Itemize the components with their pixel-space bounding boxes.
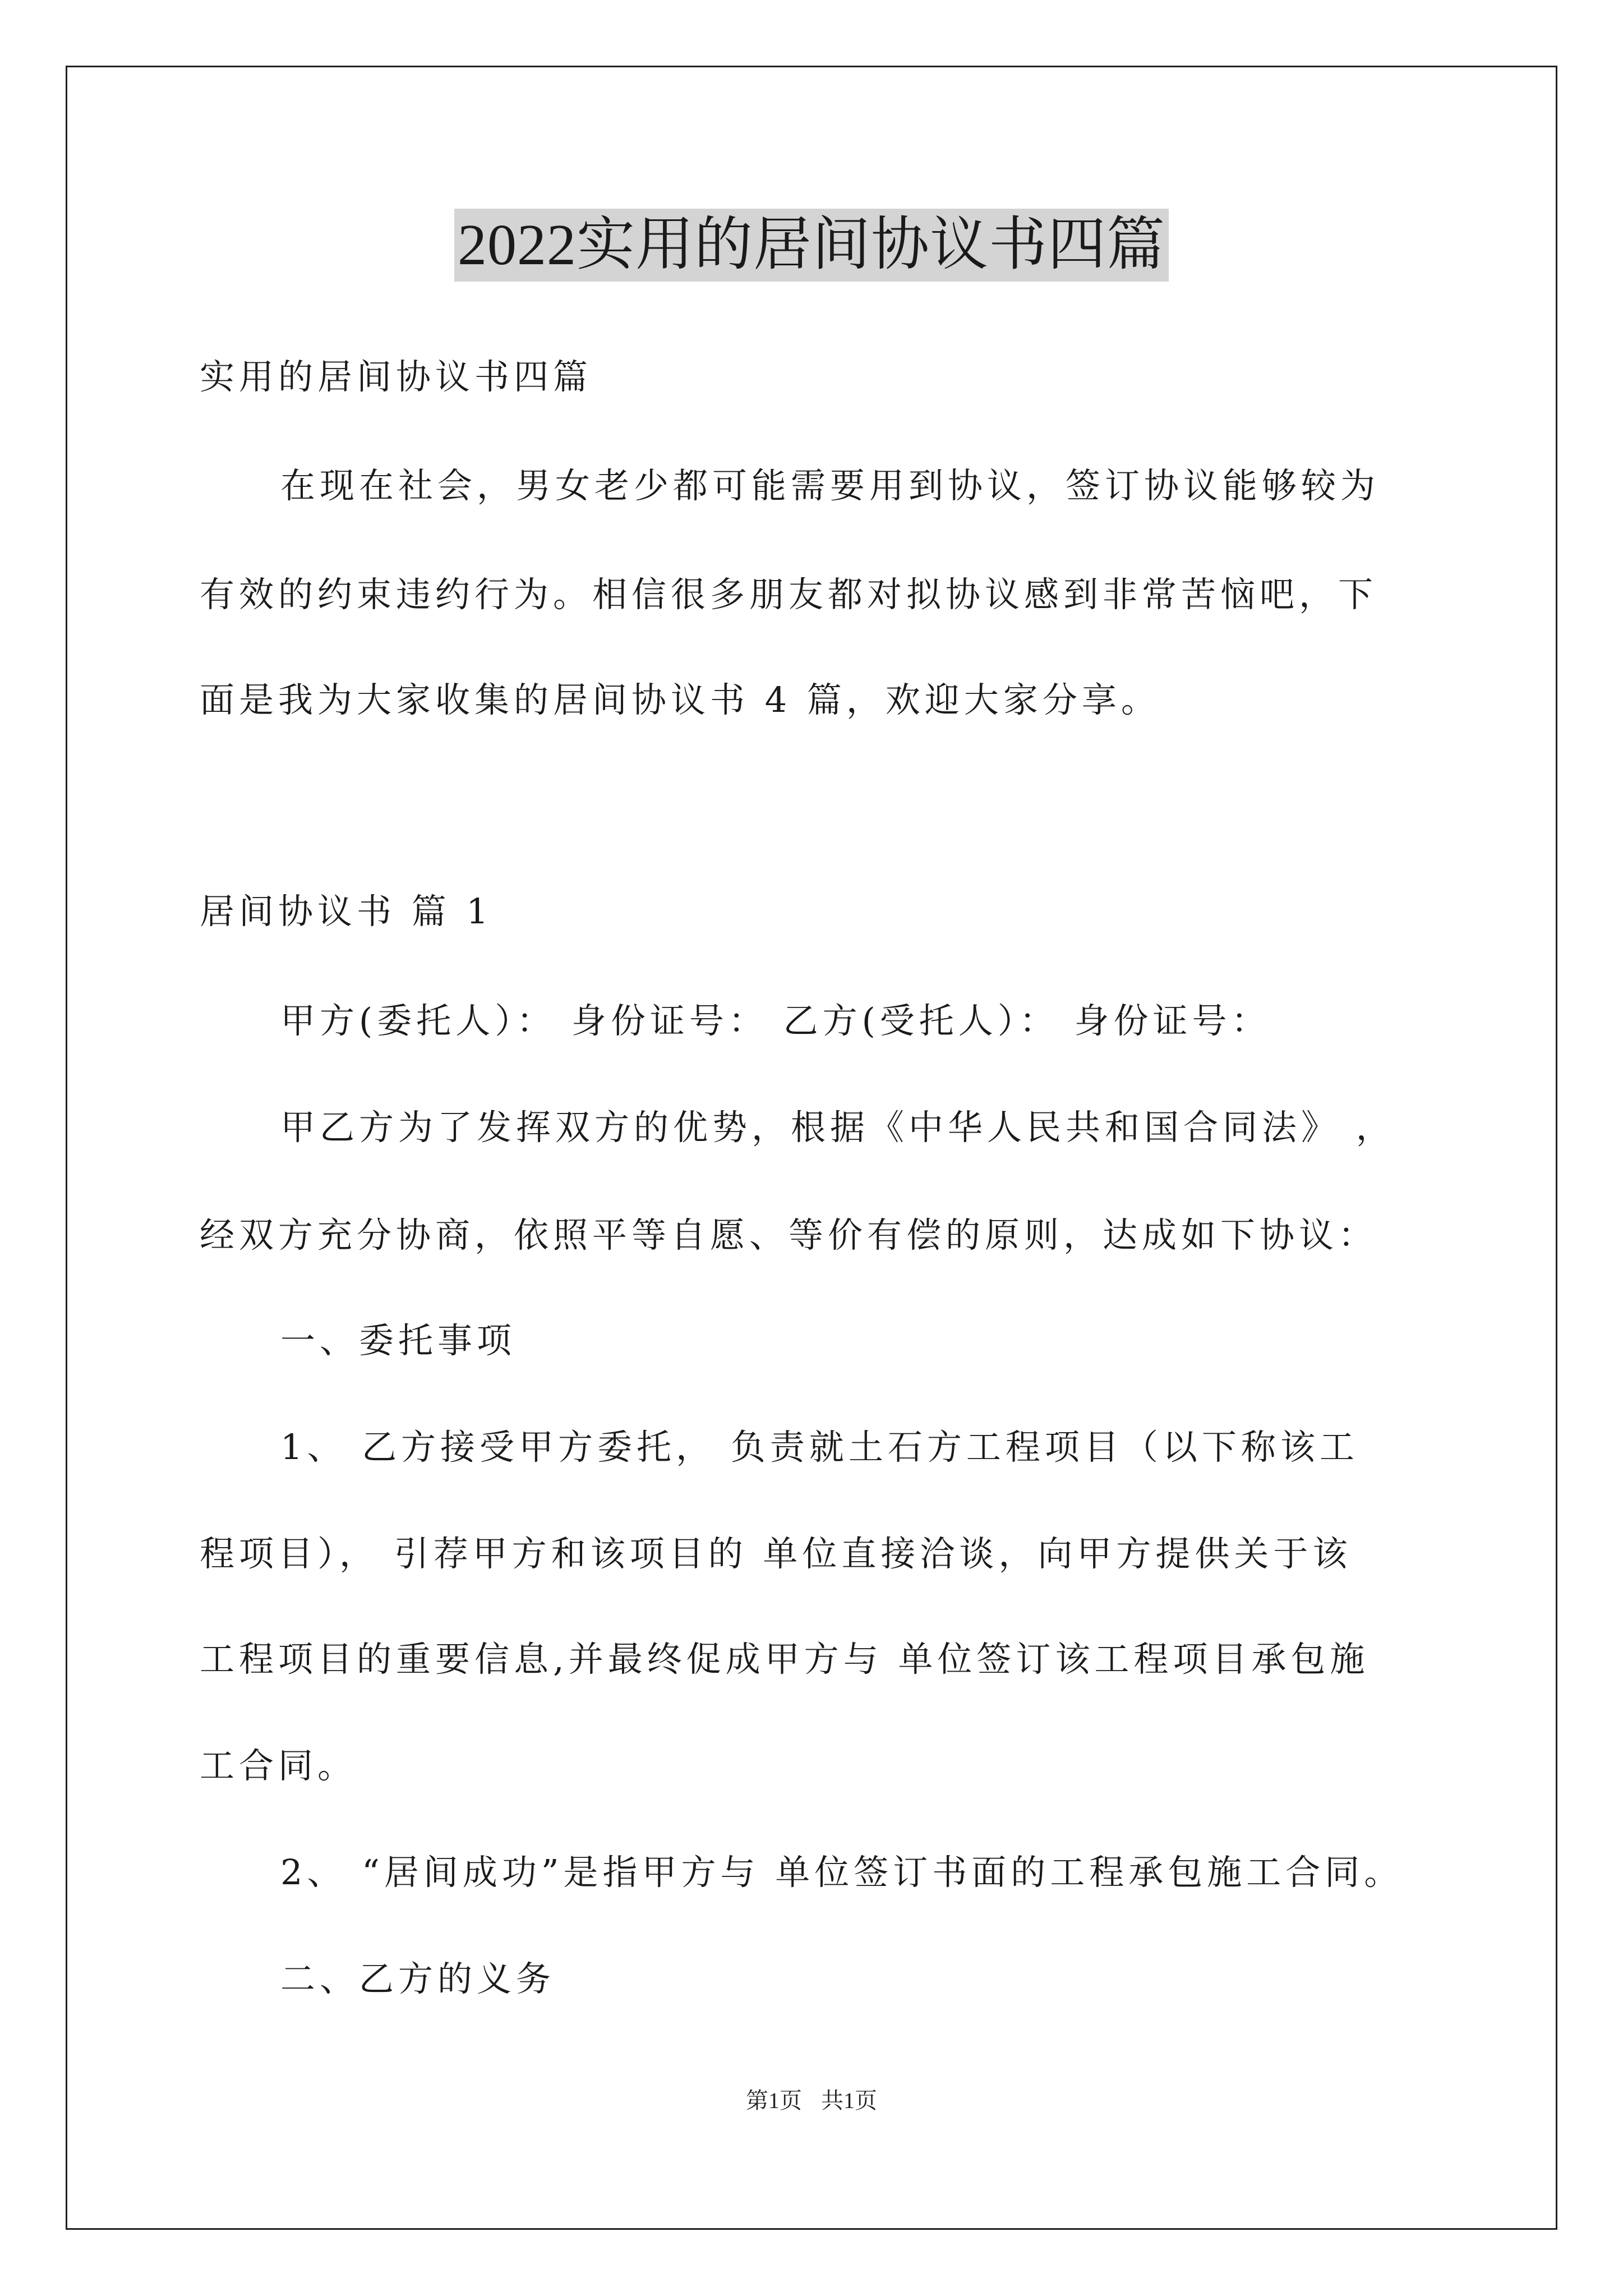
subtitle: 实用的居间协议书四篇 bbox=[200, 356, 593, 397]
paragraph-line: 1、 乙方接受甲方委托， 负责就土石方工程项目（以下称该工 bbox=[280, 1427, 1359, 1467]
page-footer bbox=[0, 2087, 1623, 2115]
title-container bbox=[0, 209, 1623, 282]
page-total: 共1页 bbox=[821, 2088, 877, 2113]
paragraph-line: 程项目）， 引荐甲方和该项目的 单位直接洽谈，向甲方提供关于该 bbox=[200, 1533, 1352, 1574]
paragraph-line: 在现在社会，男女老少都可能需要用到协议，签订协议能够较为 bbox=[280, 465, 1380, 506]
paragraph-line: 面是我为大家收集的居间协议书 4 篇，欢迎大家分享。 bbox=[200, 679, 1160, 720]
document-title: 2022实用的居间协议书四篇 bbox=[454, 209, 1169, 282]
section-heading: 居间协议书 篇 1 bbox=[200, 891, 493, 932]
paragraph-line: 甲方(委托人）： 身份证号： 乙方(受托人）： 身份证号： bbox=[280, 1000, 1271, 1041]
paragraph-line: 2、 “居间成功”是指甲方与 单位签订书面的工程承包施工合同。 bbox=[280, 1852, 1404, 1893]
paragraph-line: 有效的约束违约行为。相信很多朋友都对拟协议感到非常苦恼吧，下 bbox=[200, 574, 1378, 615]
paragraph-line: 经双方充分协商，依照平等自愿、等价有偿的原则，达成如下协议： bbox=[200, 1214, 1378, 1255]
clause-heading: 一、委托事项 bbox=[280, 1320, 517, 1361]
page-number: 第1页 bbox=[746, 2088, 802, 2113]
paragraph-line: 工合同。 bbox=[200, 1745, 357, 1786]
clause-heading: 二、乙方的义务 bbox=[280, 1958, 556, 1999]
paragraph-line: 工程项目的重要信息,并最终促成甲方与 单位签订该工程项目承包施 bbox=[200, 1639, 1370, 1680]
paragraph-line: 甲乙方为了发挥双方的优势，根据《中华人民共和国合同法》 ， bbox=[280, 1107, 1395, 1148]
